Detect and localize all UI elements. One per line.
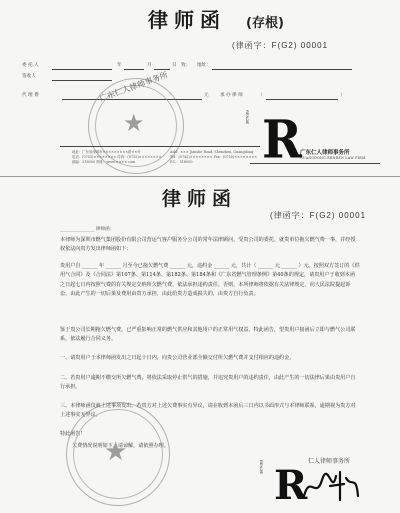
letter-firm-name: 仁人律师事务所 xyxy=(308,458,351,465)
letter-firm-vertical: RENJIE xyxy=(259,460,264,475)
stub-firm-sub: GUANGDONG RENREN LAW FIRM xyxy=(300,156,366,160)
letter-para-7: 特此函告！ xyxy=(60,431,86,437)
stub-firm-vertical: RENJIE xyxy=(245,110,250,125)
stub-fee-unit: 元 xyxy=(204,93,209,98)
letter-title: 律师函 xyxy=(162,188,238,210)
stub-year: 年 xyxy=(117,63,122,68)
letter-para-4: 一、请贵用户于本律师函发出之日起十日内，向贵公司营业部全额交付所欠燃气费并支付相应的违约金。 xyxy=(60,355,295,361)
letter-para-1: 本律师为深圳市燃气集团股份有限公司营运气客户服务分公司的常年法律顾问，受贵公司的委托，就贵单位拖欠燃气费一事，并经授权依法向贵方发出律师函如下： xyxy=(60,237,356,253)
stub-seal-text: 广东仁人律师事务所 xyxy=(98,70,170,104)
stub-fee-label: 代 理 费 xyxy=(22,93,39,98)
letter-para-5: 二、若贵用户逾期不缴交所欠燃气费，将依法采取停止供气的措施，并追究贵用户的违约责任，由此产生的一切法律后果由贵用户自行承担。 xyxy=(60,375,356,391)
stub-firm-name: 广东仁人律师事务所 xyxy=(300,150,350,156)
stub-seal-star-icon: ★ xyxy=(123,109,145,137)
stub-footer-right-1: Add：××× Jianshe Road, Shenzhen, Guangdong xyxy=(170,150,254,154)
stub-client-label: 委 托 人 xyxy=(22,63,39,68)
stub-footer-right-3: P.C.：518000 xyxy=(170,160,193,164)
stub-month: 月 xyxy=(147,63,152,68)
stub-firm-logo-icon: R xyxy=(262,109,302,171)
stub-footer-left-3: 邮编：518000 网址：www.××××.com xyxy=(72,160,136,164)
letter-salutation: _______________ 律师函： xyxy=(60,227,115,232)
stub-footer-right-2: Tel：(0755)×××××××× Fax：(0755)×××××××× xyxy=(170,155,258,159)
letter-para-6: 三、本律师函仅就上述事项发出，若贵方对上述欠费事实有异议，请在收到本函后三日内以书面形式与本律师联系，逾期视为贵方对上述事实无异议。 xyxy=(60,403,356,419)
letter-seal xyxy=(66,402,170,506)
stub-title: 律师函 xyxy=(148,8,226,32)
stub-footer-right xyxy=(170,150,257,165)
letter-number: (律函字：F(G2) 00001 xyxy=(270,211,367,220)
stub-label: (存根) xyxy=(246,16,284,31)
stub-lawyer-label: 承 办 律 师 xyxy=(220,93,243,98)
stub-footer-left-2: 电话：(0755)×××××××× 传真：(0755)×××××××× xyxy=(72,155,162,159)
stub-signer: 签收人 xyxy=(22,74,36,79)
stub-number: (律函字：F(G2) 00001 xyxy=(232,41,329,50)
stub-day: 日 xyxy=(172,63,177,68)
letter-firm-logo-icon: R xyxy=(274,462,308,509)
letter-para-2: 贵用户自 ______ 年 ______ 月至今已拖欠燃气费 ______ 元，违约金 ______ 元，共计（ ______ 元 ______ ）元。按照双方签订的《供用气合同》及《合同法》第107条、第114条、第182条、第184条和《广东省燃气管理条例》第40条的规定，请贵用户于收到本函之日起七日内按照气费的有关规定交纳所欠燃气费，依法承担违约责任。否则，本所律师将依据有关法律规定，向人民法院提起诉讼，由此产生的一切后果及费用由贵方承担，由此给贵方造成损失的，由贵方自行负责。 xyxy=(60,263,360,298)
letter-closing: 欠费情况说明如下，请谅解，请依照办理。 xyxy=(72,443,169,449)
stub-paren-close: ） xyxy=(340,93,345,98)
stub-paren-open: （ xyxy=(258,93,263,98)
stub-footer-left xyxy=(72,150,161,165)
stub-to: 致： xyxy=(181,63,191,68)
letter-para-3: 鉴于贵公司长期拖欠燃气费，已严重影响正常的燃气供应和其他用户的正常用气权益，特此函告，望贵用户接函后立即与燃气公司联系，依法履行合同义务。 xyxy=(60,327,356,343)
letter-seal-star-icon: ★ xyxy=(104,437,128,467)
stub-footer-left-1: 地址：广东省深圳市×××××××××路××号 xyxy=(72,150,141,154)
stub-address: 地址： xyxy=(197,63,211,68)
signature-icon xyxy=(300,466,362,506)
